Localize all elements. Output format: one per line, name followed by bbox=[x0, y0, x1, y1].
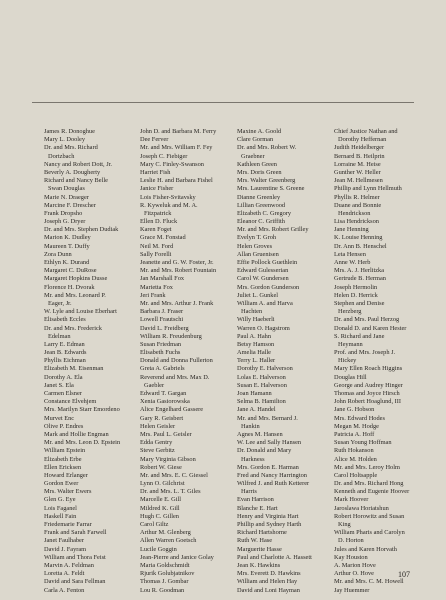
donor-name: A. Marion Hove bbox=[334, 561, 376, 569]
donor-name: Chief Justice Nathan and bbox=[334, 128, 398, 135]
donor-name: Jeri Frank bbox=[140, 291, 166, 299]
donor-name: David and Loni Hayman bbox=[237, 586, 300, 594]
donor-name: Fred and Nancy Harrington bbox=[237, 471, 307, 479]
donor-name: S. Richard and Jane bbox=[334, 332, 385, 340]
donor-name: Leta Hensen bbox=[334, 250, 366, 258]
donor-name: W. Lyle and Louise Eberhart bbox=[44, 308, 117, 316]
donor-name: Elisabeth Fuchs bbox=[140, 349, 181, 357]
donor-name: Mr. and Mrs. William F. Fey bbox=[140, 144, 213, 152]
donor-name: David J. Fayram bbox=[44, 545, 87, 553]
donor-name: Maxine A. Goold bbox=[237, 128, 282, 135]
donor-name: Jane Henning bbox=[334, 226, 369, 234]
donor-name: Dr. and Mrs. Robert W. bbox=[237, 144, 297, 152]
donor-name: Mrs. A. J. Herlitzka bbox=[334, 267, 385, 275]
donor-name: Steve Gerbitz bbox=[140, 447, 175, 455]
donor-name: Rjurik Golubjatnikov bbox=[140, 570, 195, 578]
donor-name: Olive P. Endres bbox=[44, 422, 84, 430]
donor-name: Ruth Hokanson bbox=[334, 447, 374, 455]
donor-name: Dr. and Mrs. L. T. Giles bbox=[140, 488, 201, 496]
donor-name: Dr. and Mrs. Stephen Dudiak bbox=[44, 226, 119, 234]
donor-name: Glen G. Eye bbox=[44, 496, 76, 504]
donor-name: Duane and Bonnie bbox=[334, 201, 382, 209]
donor-name: Alice M. Holden bbox=[334, 455, 377, 463]
donor-name: Carla A. Fenton bbox=[44, 586, 85, 594]
donor-name: Kay Houston bbox=[334, 553, 368, 561]
page-number: 107 bbox=[398, 570, 410, 579]
donor-name: James R. Donoghue bbox=[44, 128, 95, 135]
donor-name: Arthur O. Hove bbox=[334, 570, 374, 578]
donor-name: Harris bbox=[241, 488, 257, 496]
donor-name: Fitzpatrick bbox=[144, 209, 172, 217]
donor-name: D. Horton bbox=[338, 537, 364, 545]
donor-name: William A. and Harva bbox=[237, 299, 293, 307]
donor-name: Lillian Greenwood bbox=[237, 201, 286, 209]
donor-name: Arthur M. Glenberg bbox=[140, 529, 191, 537]
donor-name: Marcine F. Drescher bbox=[44, 201, 96, 209]
donor-name: Mrs. Doris Green bbox=[237, 168, 282, 176]
donor-name: Amelia Halle bbox=[237, 349, 271, 357]
donor-name: Mrs. Laurentine S. Greene bbox=[237, 185, 305, 193]
donor-column-1 bbox=[44, 128, 130, 595]
donor-name: Mark Hoover bbox=[334, 496, 369, 504]
donor-name: Marietta Fox bbox=[140, 283, 173, 291]
donor-name: Beverly A. Dougherty bbox=[44, 168, 101, 176]
donor-name: K. Louise Henning bbox=[334, 234, 383, 242]
donor-name: Eleanor C. Griffith bbox=[237, 218, 285, 226]
donor-name: Gaebler bbox=[144, 381, 165, 389]
donor-name: Lorraine M. Heise bbox=[334, 160, 381, 168]
donor-name: Lisa Hendrickson bbox=[334, 218, 379, 226]
donor-name: Lynn O. Gilchrist bbox=[140, 480, 185, 488]
donor-name: Evan Harrison bbox=[237, 496, 274, 504]
donor-name: Selma B. Hamilton bbox=[237, 398, 286, 406]
donor-name: Juliet L. Gunkel bbox=[237, 291, 279, 299]
donor-name: Leslie H. and Barbara Fishel bbox=[140, 177, 213, 185]
donor-name: Helen Groves bbox=[237, 242, 273, 250]
donor-name: Carol Holtsapple bbox=[334, 471, 378, 479]
donor-name: Greta A. Gabriels bbox=[140, 365, 185, 373]
donor-name: Lois Fisher-Svitavsky bbox=[140, 193, 196, 201]
donor-name: Kathleen Green bbox=[237, 160, 277, 168]
donor-name: Marcelle E. Gill bbox=[140, 496, 182, 504]
donor-name: Allan Gruenisen bbox=[237, 250, 279, 258]
donor-name: Mr. and Mrs. Robert Fountain bbox=[140, 267, 217, 275]
donor-name: Janet Faulhaber bbox=[44, 537, 84, 545]
donor-name: Dee Ferver bbox=[140, 136, 169, 144]
donor-name: David L. Freidberg bbox=[140, 324, 189, 332]
donor-name: Margaret C. DuRose bbox=[44, 267, 97, 275]
donor-name: Carmen Elsner bbox=[44, 390, 82, 397]
donor-name: Jane A. Handel bbox=[237, 406, 276, 414]
donor-name: Kenneth and Eugenie Hoover bbox=[334, 488, 410, 496]
donor-name: Mr. and Mrs. E. C. Giessel bbox=[140, 471, 208, 479]
donor-name: Mr. and Mrs. Leon D. Epstein bbox=[44, 439, 121, 447]
donor-name: Jean K. Hawkins bbox=[237, 561, 281, 569]
donor-columns bbox=[44, 128, 434, 594]
donor-name: Carol W. Gundersen bbox=[237, 275, 289, 283]
donor-name: Marguerite Hasse bbox=[237, 545, 282, 553]
donor-name: Mr. and Mrs. Leonard P. bbox=[44, 291, 106, 299]
donor-name: Joseph G. Dryer bbox=[44, 218, 86, 226]
donor-name: Bernard B. Heilprin bbox=[334, 152, 385, 160]
donor-name: Marvin A. Feldman bbox=[44, 561, 94, 569]
donor-name: Sally Forelli bbox=[140, 250, 172, 258]
donor-name: David and Sara Fellman bbox=[44, 578, 106, 586]
donor-name: Donald D. and Karen Hester bbox=[334, 324, 407, 332]
donor-name: William R. Freudenburg bbox=[140, 332, 202, 340]
donor-name: Dr. and Mrs. Richard bbox=[44, 144, 98, 152]
donor-name: Ethlyn K. Durand bbox=[44, 259, 90, 266]
donor-name: Mr. and Mrs. Robert Grilley bbox=[237, 226, 309, 234]
donor-name: Allen Warren Goetsch bbox=[140, 537, 197, 545]
donor-name: Blanche E. Hart bbox=[237, 504, 278, 512]
donor-name: Lowell Frautschi bbox=[140, 316, 184, 324]
donor-name: George and Audrey Hinger bbox=[334, 381, 403, 389]
donor-name: Friedemarie Farrar bbox=[44, 521, 92, 528]
donor-name: Elizabeth M. Eisenman bbox=[44, 365, 104, 373]
donor-name: Jean M. Hellmesen bbox=[334, 177, 383, 185]
donor-name: Terry L. Haller bbox=[237, 357, 276, 365]
donor-name: Marie N. Draeger bbox=[44, 193, 89, 201]
donor-name: Harkness bbox=[241, 455, 265, 463]
donor-name: William Pharis and Carolyn bbox=[334, 529, 405, 537]
donor-name: Phyllis R. Helmer bbox=[334, 193, 380, 201]
donor-name: Mary Ellen Roach Higgins bbox=[334, 365, 403, 373]
donor-name: Karen Foget bbox=[140, 226, 172, 234]
donor-name: Betsy Hamson bbox=[237, 340, 275, 348]
donor-name: Lucile Goggin bbox=[140, 545, 177, 553]
donor-name: John D. and Barbara M. Ferry bbox=[140, 128, 217, 135]
donor-name: Jane G. Hobson bbox=[334, 406, 375, 414]
donor-name: Reverend and Mrs. Max D. bbox=[140, 373, 210, 381]
donor-name: Hugh C. Gillen bbox=[140, 512, 179, 520]
donor-name: Marion K. Dudley bbox=[44, 234, 91, 242]
donor-name: Grace M. Fonstad bbox=[140, 234, 186, 242]
donor-name: Janice Fisher bbox=[140, 185, 174, 193]
donor-name: Edward T. Gargan bbox=[140, 390, 187, 397]
donor-name: Donald and Donna Fullerton bbox=[140, 357, 213, 365]
donor-name: John Robert Hoaglund, III bbox=[334, 398, 401, 406]
donor-name: Dr. and Mrs. Frederick bbox=[44, 324, 102, 332]
donor-name: Effie Pollock Guethlein bbox=[237, 259, 298, 266]
donor-name: Judith Heidelberger bbox=[334, 144, 385, 152]
donor-name: Helen D. Herrick bbox=[334, 291, 378, 299]
donor-name: Dr. Donald and Mary bbox=[237, 447, 292, 455]
donor-name: Paul and Charlotte A. Hassett bbox=[237, 553, 312, 561]
donor-name: Robert Horowitz and Susan bbox=[334, 512, 405, 520]
donor-name: Willy Haeberli bbox=[237, 316, 275, 324]
donor-name: Dianne Greenley bbox=[237, 193, 281, 201]
donor-name: Ruth W. Hase bbox=[237, 537, 273, 545]
donor-name: Dortzbach bbox=[48, 152, 75, 160]
donor-name: Elizabeth Erbe bbox=[44, 455, 82, 463]
donor-name: Jaroslawa Horiatshun bbox=[334, 504, 389, 512]
donor-name: Mr. and Mrs. Arthur J. Frank bbox=[140, 299, 214, 307]
donor-name: Mary L. Dooley bbox=[44, 136, 86, 144]
donor-name: Mrs. Gordon E. Harman bbox=[237, 463, 299, 471]
donor-name: Larry E. Edman bbox=[44, 340, 85, 348]
donor-name: Dr. and Mrs. Paul Herzog bbox=[334, 316, 400, 324]
donor-name: Evelyn T. Groh bbox=[237, 234, 277, 242]
donor-name: Herzberg bbox=[338, 308, 362, 316]
donor-name: Henry and Virginia Hart bbox=[237, 512, 299, 520]
donor-name: King bbox=[338, 521, 351, 528]
donor-name: Anne W. Herb bbox=[334, 259, 371, 266]
donor-name: Joan Hamann bbox=[237, 390, 272, 397]
donor-name: Neil M. Ford bbox=[140, 242, 174, 250]
donor-name: Susan Young Hoffman bbox=[334, 439, 392, 447]
donor-name: Lois Faganel bbox=[44, 504, 77, 512]
donor-name: Loretta A. Feldt bbox=[44, 570, 85, 578]
donor-name: William Epstein bbox=[44, 447, 86, 455]
donor-name: Edelman bbox=[48, 332, 71, 340]
donor-column-3 bbox=[237, 128, 323, 595]
donor-name: Mr. and Mrs. Leroy Holm bbox=[334, 463, 400, 471]
donor-name: Lolas E. Halverson bbox=[237, 373, 286, 381]
donor-name: Prof. and Mrs. Joseph J. bbox=[334, 349, 396, 357]
donor-name: Stephen and Denise bbox=[334, 299, 385, 307]
donor-name: Mrs. Marilyn Starr Emordeno bbox=[44, 406, 120, 414]
donor-name: Phillip and Lynn Hellmuth bbox=[334, 185, 402, 193]
donor-column-4 bbox=[334, 128, 420, 595]
donor-name: Dorothy Heffernan bbox=[338, 136, 387, 144]
donor-name: Harriet Fish bbox=[140, 168, 171, 176]
donor-name: Howard Erlanger bbox=[44, 471, 88, 479]
donor-name: Xenia Gasiorowska bbox=[140, 398, 190, 406]
donor-name: Hickey bbox=[338, 357, 357, 365]
donor-name: Richard Hartshorne bbox=[237, 529, 287, 537]
donor-name: Gordon Ewer bbox=[44, 480, 79, 488]
donor-name: Mrs. Gordon Gunderson bbox=[237, 283, 300, 291]
donor-column-2 bbox=[140, 128, 226, 595]
donor-name: Joseph Hermolin bbox=[334, 283, 378, 291]
donor-name: Robert W. Giese bbox=[140, 463, 182, 471]
donor-name: Mrs. Everett D. Hawkins bbox=[237, 570, 301, 578]
donor-name: R. Kyweluk and M. A. bbox=[140, 201, 198, 209]
donor-name: Wilfred J. and Ruth Ketterer bbox=[237, 480, 310, 488]
donor-name: Edward Gulesserian bbox=[237, 267, 289, 275]
donor-name: Gertrude B. Herman bbox=[334, 275, 386, 283]
donor-name: Mrs. Walter Greenberg bbox=[237, 177, 296, 185]
donor-name: Warren O. Hagstrom bbox=[237, 324, 290, 332]
donor-name: William and Thora Feist bbox=[44, 553, 106, 561]
donor-name: Clare Gorman bbox=[237, 136, 274, 144]
donor-name: Patricia A. Hoff bbox=[334, 430, 375, 438]
header-rule bbox=[32, 102, 414, 103]
donor-name: Lou R. Goodman bbox=[140, 586, 185, 594]
donor-name: Dorothy A. Ela bbox=[44, 373, 83, 381]
donor-name: Hachten bbox=[241, 308, 263, 316]
donor-name: Phillip and Sydney Harth bbox=[237, 521, 302, 528]
donor-name: Heymann bbox=[338, 340, 363, 348]
donor-name: Thomas and Joyce Hirsch bbox=[334, 390, 400, 397]
donor-name: Joseph C. Fiebiger bbox=[140, 152, 188, 160]
donor-name: Maria Goldschmidt bbox=[140, 561, 190, 569]
donor-name: Dorothy E. Halverson bbox=[237, 365, 293, 373]
donor-name: Jan Marshall Fox bbox=[140, 275, 185, 283]
donor-name: Murvet Enc bbox=[44, 414, 75, 422]
donor-name: Zora Dunn bbox=[44, 250, 72, 258]
donor-name: Megan M. Hodge bbox=[334, 422, 379, 430]
donor-name: Swan Douglas bbox=[48, 185, 85, 193]
donor-name: Haskell Fain bbox=[44, 512, 77, 520]
donor-name: Mary C. Finley-Swanson bbox=[140, 160, 204, 168]
donor-name: Barbara J. Fraser bbox=[140, 308, 184, 316]
donor-name: Janet S. Ela bbox=[44, 381, 74, 389]
donor-name: Thomas J. Gombar bbox=[140, 578, 189, 586]
donor-name: Hendrickson bbox=[338, 209, 371, 217]
donor-name: Susan E. Halverson bbox=[237, 381, 287, 389]
donor-name: Gunther W. Heller bbox=[334, 168, 381, 176]
donor-name: Maureen T. Duffy bbox=[44, 242, 90, 250]
donor-name: Mary Virginia Gibson bbox=[140, 455, 196, 463]
donor-name: Richard and Nancy Belle bbox=[44, 177, 108, 185]
donor-name: Paul A. Hahn bbox=[237, 332, 272, 340]
donor-name: Douglas Hill bbox=[334, 373, 367, 381]
donor-name: Graebner bbox=[241, 152, 265, 160]
donor-name: Mrs. Edward Hodes bbox=[334, 414, 385, 422]
donor-name: Dr. Ann B. Henschel bbox=[334, 242, 387, 250]
donor-name: Mr. and Mrs. C. M. Howell bbox=[334, 578, 404, 586]
donor-name: Alice Engelhard Gassere bbox=[140, 406, 204, 414]
donor-name: Constance Elvehjem bbox=[44, 398, 97, 406]
donor-name: Agnes M. Hansen bbox=[237, 430, 283, 438]
donor-name: Gary R. Geisbert bbox=[140, 414, 184, 422]
donor-name: Mildred K. Gill bbox=[140, 504, 180, 512]
donor-name: Margaret Hopkins Dusse bbox=[44, 275, 108, 283]
donor-name: Mark and Hollie Engman bbox=[44, 430, 109, 438]
donor-name: William and Helen Hay bbox=[237, 578, 298, 586]
donor-name: Dr. and Mrs. Richard Hong bbox=[334, 480, 404, 488]
donor-name: Mr. and Mrs. Bernard J. bbox=[237, 414, 298, 422]
donor-name: Elisabeth Eccles bbox=[44, 316, 86, 324]
donor-name: Jules and Karen Horvath bbox=[334, 545, 397, 553]
donor-name: Carol Giltz bbox=[140, 521, 169, 528]
donor-name: Mrs. Paul L. Geisler bbox=[140, 430, 192, 438]
donor-name: Elizabeth C. Gregory bbox=[237, 209, 292, 217]
donor-name: Mrs. Walter Ewers bbox=[44, 488, 92, 496]
donor-name: Edda Gentry bbox=[140, 439, 173, 447]
donor-name: Ellen Ericksen bbox=[44, 463, 82, 471]
donor-name: Hankin bbox=[241, 422, 260, 430]
donor-name: Helen Geisler bbox=[140, 422, 176, 430]
donor-name: Jean B. Edwards bbox=[44, 349, 87, 357]
donor-name: Eager, Jr. bbox=[48, 299, 72, 307]
donor-name: Frank Dropsho bbox=[44, 209, 83, 217]
donor-name: W. Lee and Sally Hansen bbox=[237, 439, 302, 447]
donor-name: Frank and Sarah Farwell bbox=[44, 529, 107, 537]
donor-name: Phyllis Eichman bbox=[44, 357, 86, 365]
donor-name: Nancy and Robert Dott, Jr. bbox=[44, 160, 113, 168]
donor-name: Jay Huemmer bbox=[334, 586, 370, 594]
donor-name: Susan Friedman bbox=[140, 340, 182, 348]
donor-name: Ellen D. Fluck bbox=[140, 218, 178, 226]
donor-name: Jean-Pierre and Janice Golay bbox=[140, 553, 214, 561]
donor-name: Jeanette and G. W. Foster, Jr. bbox=[140, 259, 214, 266]
donor-name: Florence H. Dvorak bbox=[44, 283, 95, 291]
